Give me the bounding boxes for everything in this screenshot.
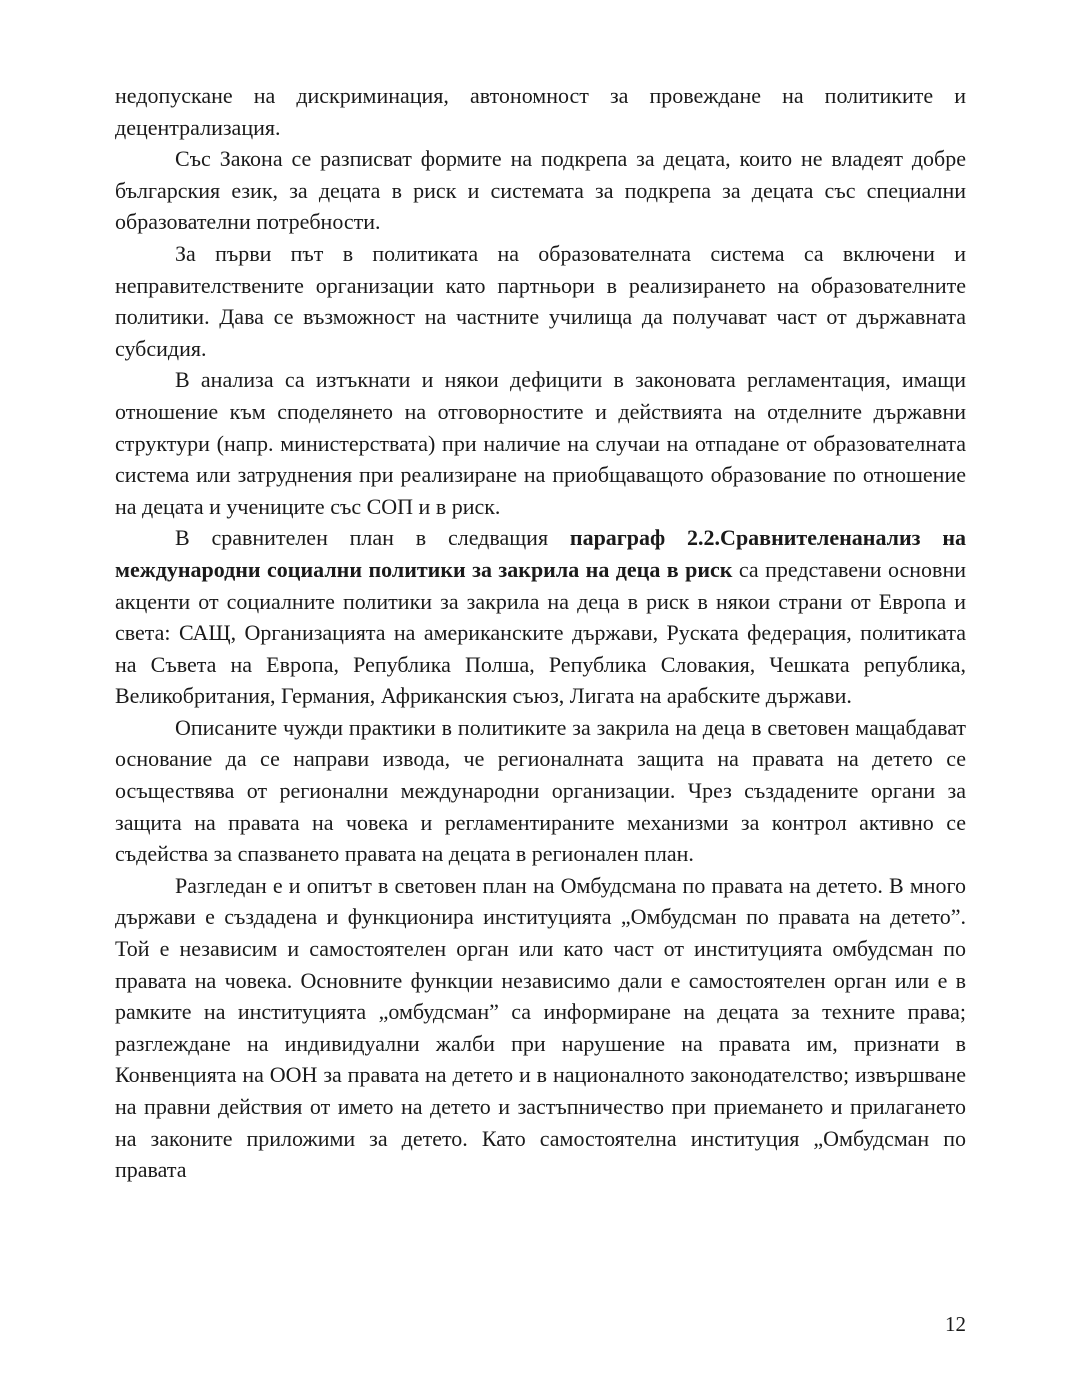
paragraph-3: За първи път в политиката на образователната система са включени и неправителствените организации като партньори в реализирането на образователните политики. Дава се възможност на частните училища да получават част от държавната субсидия. [115, 240, 966, 361]
paragraph-1: недопускане на дискриминация, автономност за провеждане на политиките и децентрализация. [115, 83, 966, 140]
paragraph-6: Описаните чужди практики в политиките за закрила на деца в световен мащабдават основание да се направи извода, че регионалната защита на правата на детето се осъществява от регионални международни организации. Чрез създадените органи за защита на правата на човека и регламентираните механизми за контрол активно се съдейства за спазването правата на децата в регионален план. [115, 714, 966, 867]
paragraph-5-bold-reference: параграф 2.2.Сравнителенанализ на международни социални политики за закрила на деца в риск [115, 525, 966, 582]
page-number: 12 [945, 1312, 966, 1336]
document-page [115, 80, 966, 1186]
paragraph-5-text-after: са представени основни акценти от социалните политики за закрила на деца в риск в някои страни от Европа и света: САЩ, Организацията на американските държави, Руската федерация, политиката на Съвета на Европа, Република Полша, Република Словакия, Чешката република, Великобритания, Германия, Африканския съюз, Лигата на арабските държави. [115, 556, 966, 709]
paragraph-5 [115, 522, 966, 712]
paragraph-4: В анализа са изтъкнати и някои дефицити в законовата регламентация, имащи отношение към споделянето на отговорностите и действията на отделните държавни структури (напр. министерствата) при наличие на случаи на отпадане от образователната система или затруднения при реализиране на приобщаващото образование по отношение на децата и учениците със СОП и в риск. [115, 367, 966, 519]
paragraph-5-text-before: В сравнителен план в следващия [175, 525, 570, 551]
paragraph-2: Със Закона се разписват формите на подкрепа за децата, които не владеят добре българския език, за децата в риск и системата за подкрепа за децата със специални образователни потребности. [115, 146, 966, 235]
paragraph-7: Разгледан е и опитът в световен план на Омбудсмана по правата на детето. В много държави е създадена и функционира институцията „Омбудсман по правата на детето”. Той е независим и самостоятелен орган или като част от институцията омбудсман по правата на човека. Основните функции независимо дали е самостоятелен орган или е в рамките на институцията „омбудсман” са информиране на децата за техните права; разглеждане на индивидуални жалби при нарушение на правата им, признати в Конвенцията на ООН за правата на детето и в националното законодателство; извършване на правни действия от името на детето и застъпничество при приемането и прилагането на законите приложими за детето. Като самостоятелна институция „Омбудсман по правата [115, 872, 966, 1183]
